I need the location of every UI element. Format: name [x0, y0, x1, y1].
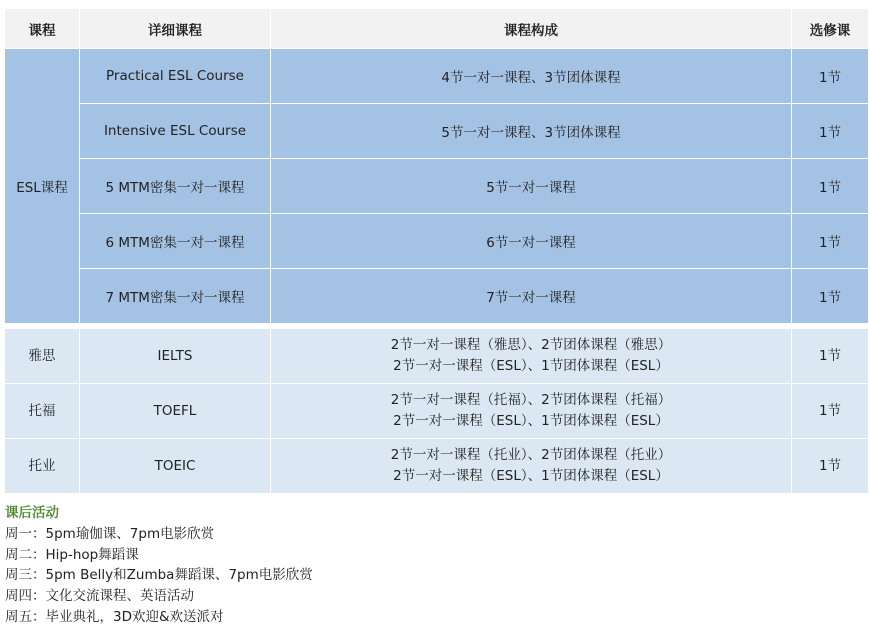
table-row — [5, 439, 869, 494]
activity-item: 周四：文化交流课程、英语活动 — [5, 588, 194, 605]
elective-cell: 1节 — [792, 159, 869, 214]
activity-item: 周一：5pm瑜伽课、7pm电影欣赏 — [5, 525, 215, 542]
elective-cell: 1节 — [792, 49, 869, 104]
composition-cell: 5节一对一课程、3节团体课程 — [271, 104, 792, 159]
composition-line: 2节一对一课程（托福）、2节团体课程（托福） — [390, 392, 672, 408]
header-category: 课程 — [5, 9, 80, 49]
course-cell: 5 MTM密集一对一课程 — [80, 159, 271, 214]
composition-cell: 4节一对一课程、3节团体课程 — [271, 49, 792, 104]
course-cell: Practical ESL Course — [80, 49, 271, 104]
elective-cell: 1节 — [792, 104, 869, 159]
category-cell: 托福 — [5, 384, 80, 439]
composition-cell — [271, 329, 792, 384]
composition-line: 2节一对一课程（ESL）、1节团体课程（ESL） — [393, 468, 669, 484]
activities-title: 课后活动 — [5, 505, 59, 521]
elective-cell: 1节 — [792, 214, 869, 269]
header-course-detail: 详细课程 — [80, 9, 271, 49]
composition-line: 2节一对一课程（雅思）、2节团体课程（雅思） — [390, 337, 672, 353]
table-row — [5, 269, 869, 324]
composition-cell: 7节一对一课程 — [271, 269, 792, 324]
course-cell: 7 MTM密集一对一课程 — [80, 269, 271, 324]
category-cell-esl: ESL课程 — [5, 49, 80, 324]
table-header-row — [5, 9, 869, 49]
course-cell: TOEIC — [80, 439, 271, 494]
table-row — [5, 159, 869, 214]
composition-cell — [271, 384, 792, 439]
composition-line: 2节一对一课程（托业）、2节团体课程（托业） — [390, 447, 672, 463]
elective-cell: 1节 — [792, 269, 869, 324]
activities-section — [5, 503, 313, 628]
table-row — [5, 384, 869, 439]
category-cell: 雅思 — [5, 329, 80, 384]
category-cell: 托业 — [5, 439, 80, 494]
table-row — [5, 104, 869, 159]
header-composition: 课程构成 — [271, 9, 792, 49]
activity-item: 周五：毕业典礼，3D欢迎&欢送派对 — [5, 608, 224, 625]
course-cell: IELTS — [80, 329, 271, 384]
elective-cell: 1节 — [792, 384, 869, 439]
composition-cell: 6节一对一课程 — [271, 214, 792, 269]
table-row — [5, 49, 869, 104]
course-table — [4, 8, 869, 494]
composition-line: 2节一对一课程（ESL）、1节团体课程（ESL） — [393, 358, 669, 374]
activity-item: 周三：5pm Belly和Zumba舞蹈课、7pm电影欣赏 — [5, 567, 313, 584]
elective-cell: 1节 — [792, 329, 869, 384]
course-cell: Intensive ESL Course — [80, 104, 271, 159]
table-row — [5, 329, 869, 384]
composition-cell — [271, 439, 792, 494]
composition-line: 2节一对一课程（ESL）、1节团体课程（ESL） — [393, 413, 669, 429]
elective-cell: 1节 — [792, 439, 869, 494]
course-cell: 6 MTM密集一对一课程 — [80, 214, 271, 269]
course-cell: TOEFL — [80, 384, 271, 439]
header-elective: 选修课 — [792, 9, 869, 49]
activity-item: 周二：Hip-hop舞蹈课 — [5, 546, 139, 563]
composition-cell: 5节一对一课程 — [271, 159, 792, 214]
table-row — [5, 214, 869, 269]
